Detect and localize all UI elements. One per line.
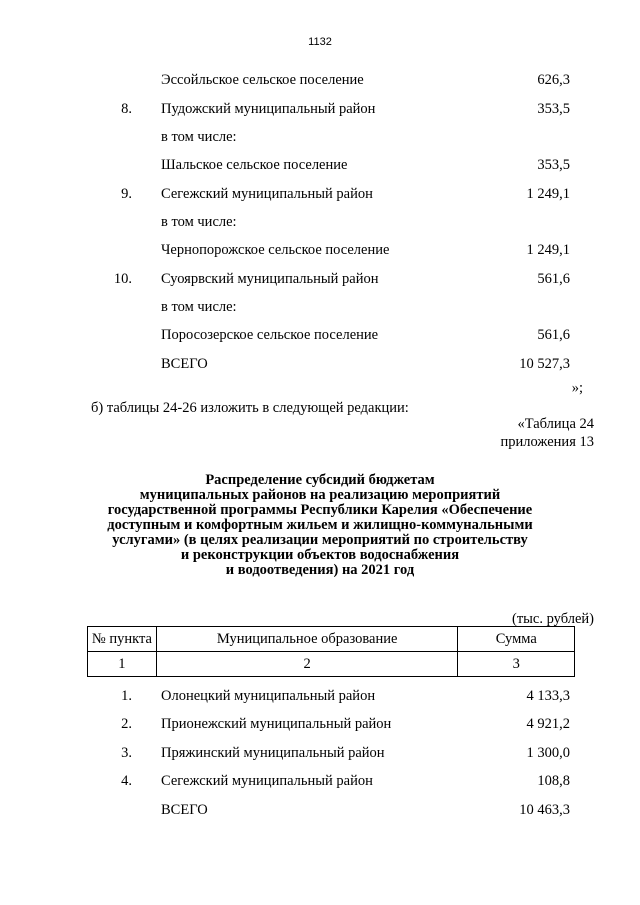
row-name: Пряжинский муниципальный район bbox=[161, 745, 385, 761]
row-name: Чернопорожское сельское поселение bbox=[161, 242, 390, 258]
table-row bbox=[0, 327, 640, 347]
table-row bbox=[0, 101, 640, 121]
row-number: 2. bbox=[121, 716, 132, 732]
table-row bbox=[0, 773, 640, 793]
row-value: 10 527,3 bbox=[519, 356, 570, 372]
colnum-1: 1 bbox=[88, 652, 157, 677]
page-number: 1132 bbox=[308, 36, 332, 48]
row-value: 1 249,1 bbox=[526, 242, 570, 258]
colnum-3: 3 bbox=[458, 652, 575, 677]
table-row bbox=[0, 129, 640, 149]
row-name: ВСЕГО bbox=[161, 356, 208, 372]
closing-quote: »; bbox=[571, 380, 583, 396]
table-reference-line2: приложения 13 bbox=[500, 434, 594, 450]
row-value: 561,6 bbox=[537, 271, 570, 287]
row-number: 3. bbox=[121, 745, 132, 761]
row-name: Поросозерское сельское поселение bbox=[161, 327, 379, 343]
title-line: доступным и комфортным жильем и жилищно-коммунальными bbox=[107, 517, 533, 533]
row-name: Эссойльское сельское поселение bbox=[161, 72, 364, 88]
row-name: в том числе: bbox=[161, 129, 237, 145]
row-name: Суоярвский муниципальный район bbox=[161, 271, 379, 287]
table-row bbox=[0, 214, 640, 234]
row-name: Сегежский муниципальный район bbox=[161, 186, 373, 202]
row-name: Сегежский муниципальный район bbox=[161, 773, 373, 789]
table-row bbox=[0, 72, 640, 92]
colnum-2: 2 bbox=[156, 652, 458, 677]
title-line: Распределение субсидий бюджетам bbox=[205, 472, 435, 488]
row-value: 10 463,3 bbox=[519, 802, 570, 818]
row-name: Шальское сельское поселение bbox=[161, 157, 348, 173]
table-row bbox=[0, 716, 640, 736]
row-value: 1 300,0 bbox=[526, 745, 570, 761]
row-number: 8. bbox=[121, 101, 132, 117]
row-value: 353,5 bbox=[537, 157, 570, 173]
row-value: 4 133,3 bbox=[526, 688, 570, 704]
row-name: Пудожский муниципальный район bbox=[161, 101, 376, 117]
row-value: 353,5 bbox=[537, 101, 570, 117]
row-name: ВСЕГО bbox=[161, 802, 208, 818]
table-row bbox=[0, 745, 640, 765]
title-line: и реконструкции объектов водоснабжения bbox=[180, 547, 460, 563]
title-line: муниципальных районов на реализацию мероприятий bbox=[139, 487, 501, 503]
row-value: 108,8 bbox=[537, 773, 570, 789]
title-line: услугами» (в целях реализации мероприятий по строительству bbox=[112, 532, 528, 548]
table-row bbox=[0, 299, 640, 319]
row-value: 626,3 bbox=[537, 72, 570, 88]
table-row bbox=[0, 157, 640, 177]
table-title bbox=[0, 473, 640, 578]
header-col-municipality: Муниципальное образование bbox=[156, 627, 458, 652]
table-row bbox=[0, 186, 640, 206]
table-header bbox=[87, 626, 575, 677]
row-name: Олонецкий муниципальный район bbox=[161, 688, 376, 704]
row-number: 9. bbox=[121, 186, 132, 202]
row-value: 561,6 bbox=[537, 327, 570, 343]
table-row-total bbox=[0, 356, 640, 376]
row-number: 1. bbox=[121, 688, 132, 704]
table-row-total bbox=[0, 802, 640, 822]
table-reference-line1: «Таблица 24 bbox=[517, 416, 594, 432]
row-name: Прионежский муниципальный район bbox=[161, 716, 392, 732]
table-row bbox=[0, 271, 640, 291]
row-value: 1 249,1 bbox=[526, 186, 570, 202]
header-col-sum: Сумма bbox=[458, 627, 575, 652]
row-name: в том числе: bbox=[161, 214, 237, 230]
row-name: в том числе: bbox=[161, 299, 237, 315]
title-line: и водоотведения) на 2021 год bbox=[225, 562, 415, 578]
table-row bbox=[0, 242, 640, 262]
header-col-number: № пункта bbox=[88, 627, 157, 652]
table-row bbox=[0, 688, 640, 708]
row-value: 4 921,2 bbox=[526, 716, 570, 732]
unit-label: (тыс. рублей) bbox=[512, 611, 594, 627]
row-number: 10. bbox=[113, 271, 132, 287]
intro-paragraph: б) таблицы 24-26 изложить в следующей редакции: bbox=[91, 400, 409, 416]
row-number: 4. bbox=[121, 773, 132, 789]
title-line: государственной программы Республики Карелия «Обеспечение bbox=[107, 502, 533, 518]
